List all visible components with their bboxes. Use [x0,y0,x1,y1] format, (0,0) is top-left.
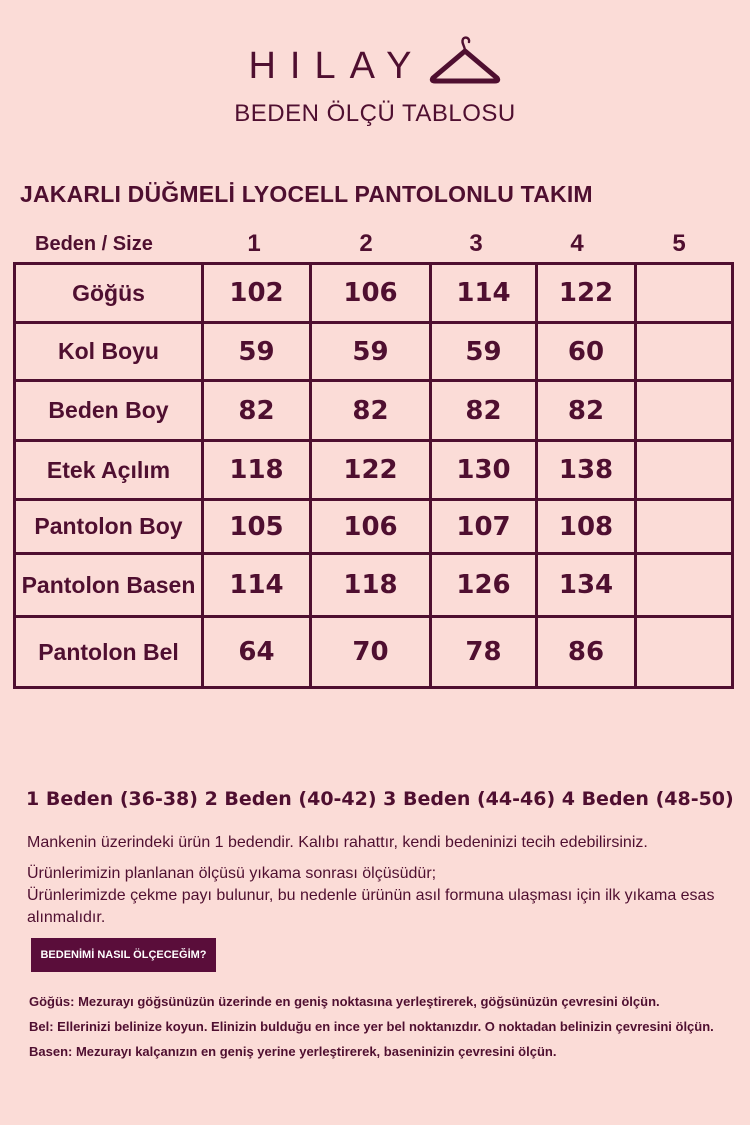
table-cell: 130 [431,441,537,500]
size-header [0,228,750,260]
table-cell: 86 [537,617,636,688]
table-cell: 70 [311,617,431,688]
brand-logo [0,44,750,88]
table-cell [636,554,733,617]
row-label: Kol Boyu [15,323,203,381]
table-cell [636,441,733,500]
table-cell: 108 [537,500,636,554]
table-cell: 114 [203,554,311,617]
page-subtitle: BEDEN ÖLÇÜ TABLOSU [234,100,516,127]
table-cell: 122 [311,441,431,500]
size-header-4: 4 [570,230,584,257]
instruction-waist: Bel: Ellerinizi belinize koyun. Elinizin bulduğu en ince yer bel noktanızdır. O noktadan belinizin çevresini ölçün. [29,1019,714,1034]
row-label: Pantolon Bel [15,617,203,688]
row-label: Beden Boy [15,381,203,441]
instruction-hip: Basen: Mezurayı kalçanızın en geniş yerine yerleştirerek, baseninizin çevresini ölçün. [29,1044,557,1059]
table-cell: 134 [537,554,636,617]
table-row [15,381,733,441]
care-notes [27,832,737,929]
table-cell: 106 [311,500,431,554]
table-cell: 78 [431,617,537,688]
table-cell: 82 [431,381,537,441]
hanger-icon [428,36,502,88]
table-row [15,441,733,500]
how-to-measure-button[interactable]: BEDENİMİ NASIL ÖLÇECEĞİM? [31,938,216,972]
note-shrinkage: Ürünlerimizde çekme payı bulunur, bu nedenle ürünün asıl formuna ulaşması için ilk yıkama esas alınmalıdır. [27,887,715,926]
table-cell: 59 [311,323,431,381]
table-cell: 105 [203,500,311,554]
table-cell: 118 [203,441,311,500]
table-cell [636,617,733,688]
table-cell [636,264,733,323]
table-cell: 126 [431,554,537,617]
size-header-5: 5 [672,230,686,257]
table-cell: 82 [311,381,431,441]
table-cell: 59 [203,323,311,381]
size-header-2: 2 [359,230,373,257]
table-cell: 82 [537,381,636,441]
table-cell: 114 [431,264,537,323]
row-label: Etek Açılım [15,441,203,500]
measure-instructions [29,992,741,1067]
table-cell: 82 [203,381,311,441]
size-table [13,262,734,689]
size-header-3: 3 [469,230,483,257]
note-measurement: Ürünlerimizin planlanan ölçüsü yıkama sonrası ölçüsüdür; [27,865,437,882]
table-cell: 102 [203,264,311,323]
brand-name: HILAY [248,44,426,87]
table-cell: 106 [311,264,431,323]
row-label: Göğüs [15,264,203,323]
table-row [15,500,733,554]
table-cell: 64 [203,617,311,688]
table-cell [636,500,733,554]
size-legend: 1 Beden (36-38) 2 Beden (40-42) 3 Beden (44-46) 4 Beden (48-50) [26,788,734,810]
table-cell: 59 [431,323,537,381]
table-cell: 118 [311,554,431,617]
instruction-chest: Göğüs: Mezurayı göğsünüzün üzerinde en geniş noktasına yerleştirerek, göğsünüzün çevresini ölçün. [29,994,660,1009]
table-cell [636,323,733,381]
table-row [15,323,733,381]
table-cell [636,381,733,441]
row-label: Pantolon Basen [15,554,203,617]
size-header-1: 1 [247,230,261,257]
note-model-size: Mankenin üzerindeki ürün 1 bedendir. Kalıbı rahattır, kendi bedeninizi tecih edebilirsiniz. [27,834,648,851]
table-row [15,264,733,323]
row-label: Pantolon Boy [15,500,203,554]
table-cell: 107 [431,500,537,554]
size-header-label: Beden / Size [35,233,153,255]
table-cell: 60 [537,323,636,381]
product-title: JAKARLI DÜĞMELİ LYOCELL PANTOLONLU TAKIM [20,181,593,207]
table-row [15,617,733,688]
table-cell: 122 [537,264,636,323]
table-row [15,554,733,617]
table-cell: 138 [537,441,636,500]
